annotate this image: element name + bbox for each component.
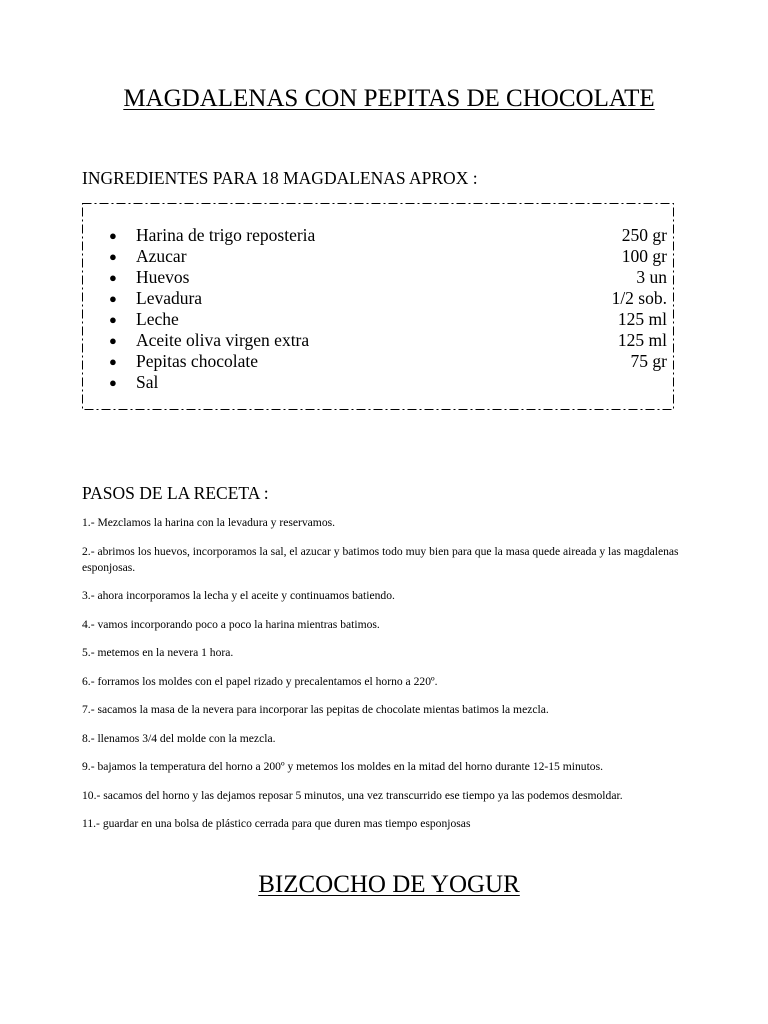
ingredient-name: Levadura <box>136 288 203 308</box>
ingredient-item <box>109 351 667 372</box>
recipe-step: 3.- ahora incorporamos la lecha y el aceite y continuamos batiendo. <box>82 589 395 602</box>
recipe-step: 9.- bajamos la temperatura del horno a 200º y metemos los moldes en la mitad del horno durante 12-15 minutos. <box>82 760 604 773</box>
recipe-step: 7.- sacamos la masa de la nevera para incorporar las pepitas de chocolate mientas batimos la mezcla. <box>82 703 549 716</box>
ingredient-quantity: 125 ml <box>617 330 667 350</box>
steps-list <box>82 515 692 845</box>
recipe-step: 2.- abrimos los huevos, incorporamos la sal, el azucar y batimos todo muy bien para que la masa quede aireada y las magdalenas esponjosas. <box>82 544 679 574</box>
ingredients-list <box>109 225 667 393</box>
ingredient-quantity: 75 gr <box>630 351 667 371</box>
steps-heading: PASOS DE LA RECETA : <box>82 483 269 503</box>
bullet-icon: ● <box>109 249 117 264</box>
ingredient-quantity: 3 un <box>636 267 667 287</box>
bullet-icon: ● <box>109 228 117 243</box>
ingredient-name: Sal <box>136 372 159 392</box>
ingredient-item <box>109 372 667 393</box>
recipe-title: MAGDALENAS CON PEPITAS DE CHOCOLATE <box>123 85 655 112</box>
ingredients-heading: INGREDIENTES PARA 18 MAGDALENAS APROX : <box>82 168 478 188</box>
ingredient-name: Azucar <box>136 246 187 266</box>
ingredient-item <box>109 309 667 330</box>
second-recipe-title: BIZCOCHO DE YOGUR <box>258 871 520 898</box>
ingredient-item <box>109 288 667 309</box>
ingredient-item <box>109 267 667 288</box>
bullet-icon: ● <box>109 375 117 390</box>
bullet-icon: ● <box>109 291 117 306</box>
ingredient-name: Huevos <box>136 267 190 287</box>
ingredients-box <box>82 203 674 410</box>
bullet-icon: ● <box>109 354 117 369</box>
ingredient-quantity: 1/2 sob. <box>611 288 667 308</box>
recipe-step: 4.- vamos incorporando poco a poco la harina mientras batimos. <box>82 617 380 631</box>
ingredient-quantity: 100 gr <box>621 246 667 266</box>
ingredient-name: Harina de trigo reposteria <box>136 225 316 245</box>
recipe-step: 11.- guardar en una bolsa de plástico cerrada para que duren mas tiempo esponjosas <box>82 817 471 830</box>
recipe-step: 6.- forramos los moldes con el papel rizado y precalentamos el horno a 220º. <box>82 674 438 688</box>
recipe-step: 10.- sacamos del horno y las dejamos reposar 5 minutos, una vez transcurrido ese tiempo ya las podemos desmoldar. <box>82 788 623 802</box>
ingredient-name: Aceite oliva virgen extra <box>136 330 310 350</box>
ingredient-quantity: 125 ml <box>617 309 667 329</box>
ingredient-name: Pepitas chocolate <box>136 351 258 371</box>
ingredient-item <box>109 225 667 246</box>
ingredient-quantity: 250 gr <box>621 225 667 245</box>
ingredient-item <box>109 330 667 351</box>
recipe-step: 8.- llenamos 3/4 del molde con la mezcla. <box>82 731 276 745</box>
bullet-icon: ● <box>109 270 117 285</box>
recipe-step: 5.- metemos en la nevera 1 hora. <box>82 646 234 659</box>
bullet-icon: ● <box>109 333 117 348</box>
recipe-step: 1.- Mezclamos la harina con la levadura y reservamos. <box>82 516 336 529</box>
ingredient-item <box>109 246 667 267</box>
bullet-icon: ● <box>109 312 117 327</box>
ingredient-name: Leche <box>136 309 179 329</box>
